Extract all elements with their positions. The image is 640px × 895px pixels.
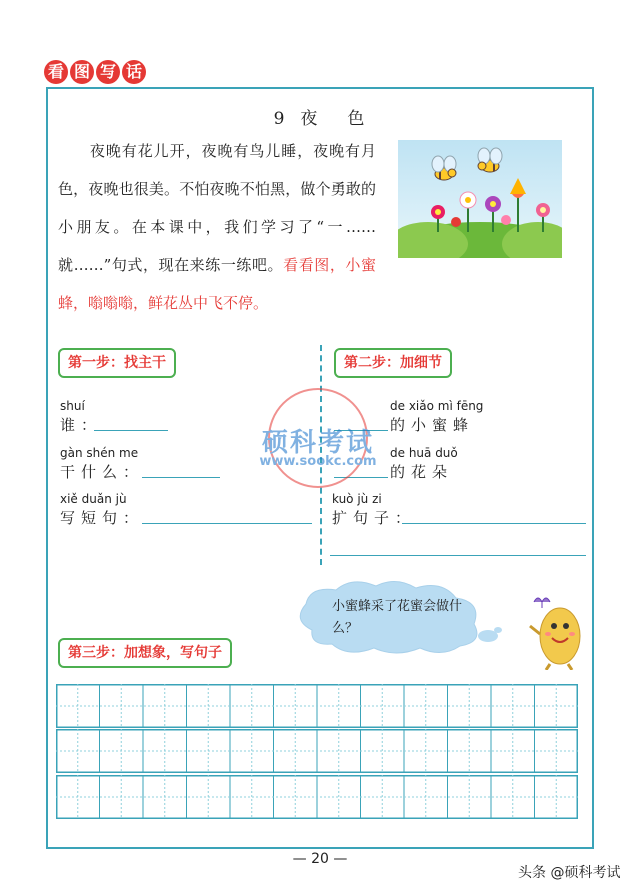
page-number: — 20 —: [292, 851, 348, 867]
step1-hanzi-3: 写短句：: [60, 509, 145, 527]
badge-char-2: 图: [70, 60, 94, 84]
step1-answer-line-2[interactable]: [142, 477, 220, 478]
step2-answer-line-3[interactable]: [402, 523, 586, 524]
stamp-brand: 硕科考试: [261, 428, 374, 458]
badge-char-4: 话: [122, 60, 146, 84]
source-watermark: 头条 @硕科考试: [518, 865, 621, 881]
step2-pinyin-3: kuò jù zi: [332, 492, 382, 506]
writing-grid-row-2[interactable]: [56, 729, 578, 773]
step1-hanzi-1: 谁：: [60, 416, 103, 434]
intro-text: 夜晚有花儿开，夜晚有鸟儿睡，夜晚有月色，夜晚也很美。不怕夜晚不怕黑，做个勇敢的小朋友。在本课中，我们学习了“一……就……”句式，现在来练一练吧。: [58, 142, 376, 274]
step2-hanzi-2: 的花朵: [390, 463, 454, 481]
cloud-question: 小蜜蜂采了花蜜会做什么？: [332, 599, 463, 636]
step1-hanzi-2: 干什么：: [60, 463, 145, 481]
intro-red-text: 看看图，小蜜蜂，嗡嗡嗡，鲜花丛中飞不停。: [58, 256, 376, 312]
lesson-title: [0, 104, 640, 129]
badge-char-1: 看: [44, 60, 68, 84]
section-badge: [44, 60, 146, 86]
step2-hanzi-1: 的小蜜蜂: [390, 416, 475, 434]
badge-char-3: 写: [96, 60, 120, 84]
step1-answer-line-1[interactable]: [94, 430, 168, 431]
writing-grid-row-1[interactable]: [56, 684, 578, 728]
step2-pinyin-2: de huā duǒ: [390, 446, 458, 460]
step2-hanzi-3: 扩句子：: [332, 509, 417, 527]
step1-pinyin-3: xiě duǎn jù: [60, 492, 127, 506]
step1-pinyin-2: gàn shén me: [60, 446, 139, 460]
step1-answer-line-3[interactable]: [142, 523, 312, 524]
step1-pinyin-1: shuí: [60, 399, 85, 413]
step2-pinyin-1: de xiǎo mì fēng: [390, 399, 484, 413]
step2-label: 第二步：加细节: [334, 348, 452, 378]
lesson-title-a: 夜: [300, 109, 320, 129]
lesson-number: 9: [273, 109, 287, 129]
writing-grid-row-3[interactable]: [56, 775, 578, 819]
checked-stamp: [244, 398, 392, 494]
bees-flowers-illustration: [398, 140, 562, 258]
stamp-url: www.sookc.com: [259, 454, 377, 469]
cartoon-potato-character-icon: [520, 590, 582, 670]
step3-label: 第三步：加想象，写句子: [58, 638, 232, 668]
step2-answer-line-4[interactable]: [330, 555, 586, 556]
step1-label: 第一步：找主干: [58, 348, 176, 378]
lesson-title-b: 色: [347, 109, 367, 129]
intro-paragraph: [58, 132, 376, 322]
